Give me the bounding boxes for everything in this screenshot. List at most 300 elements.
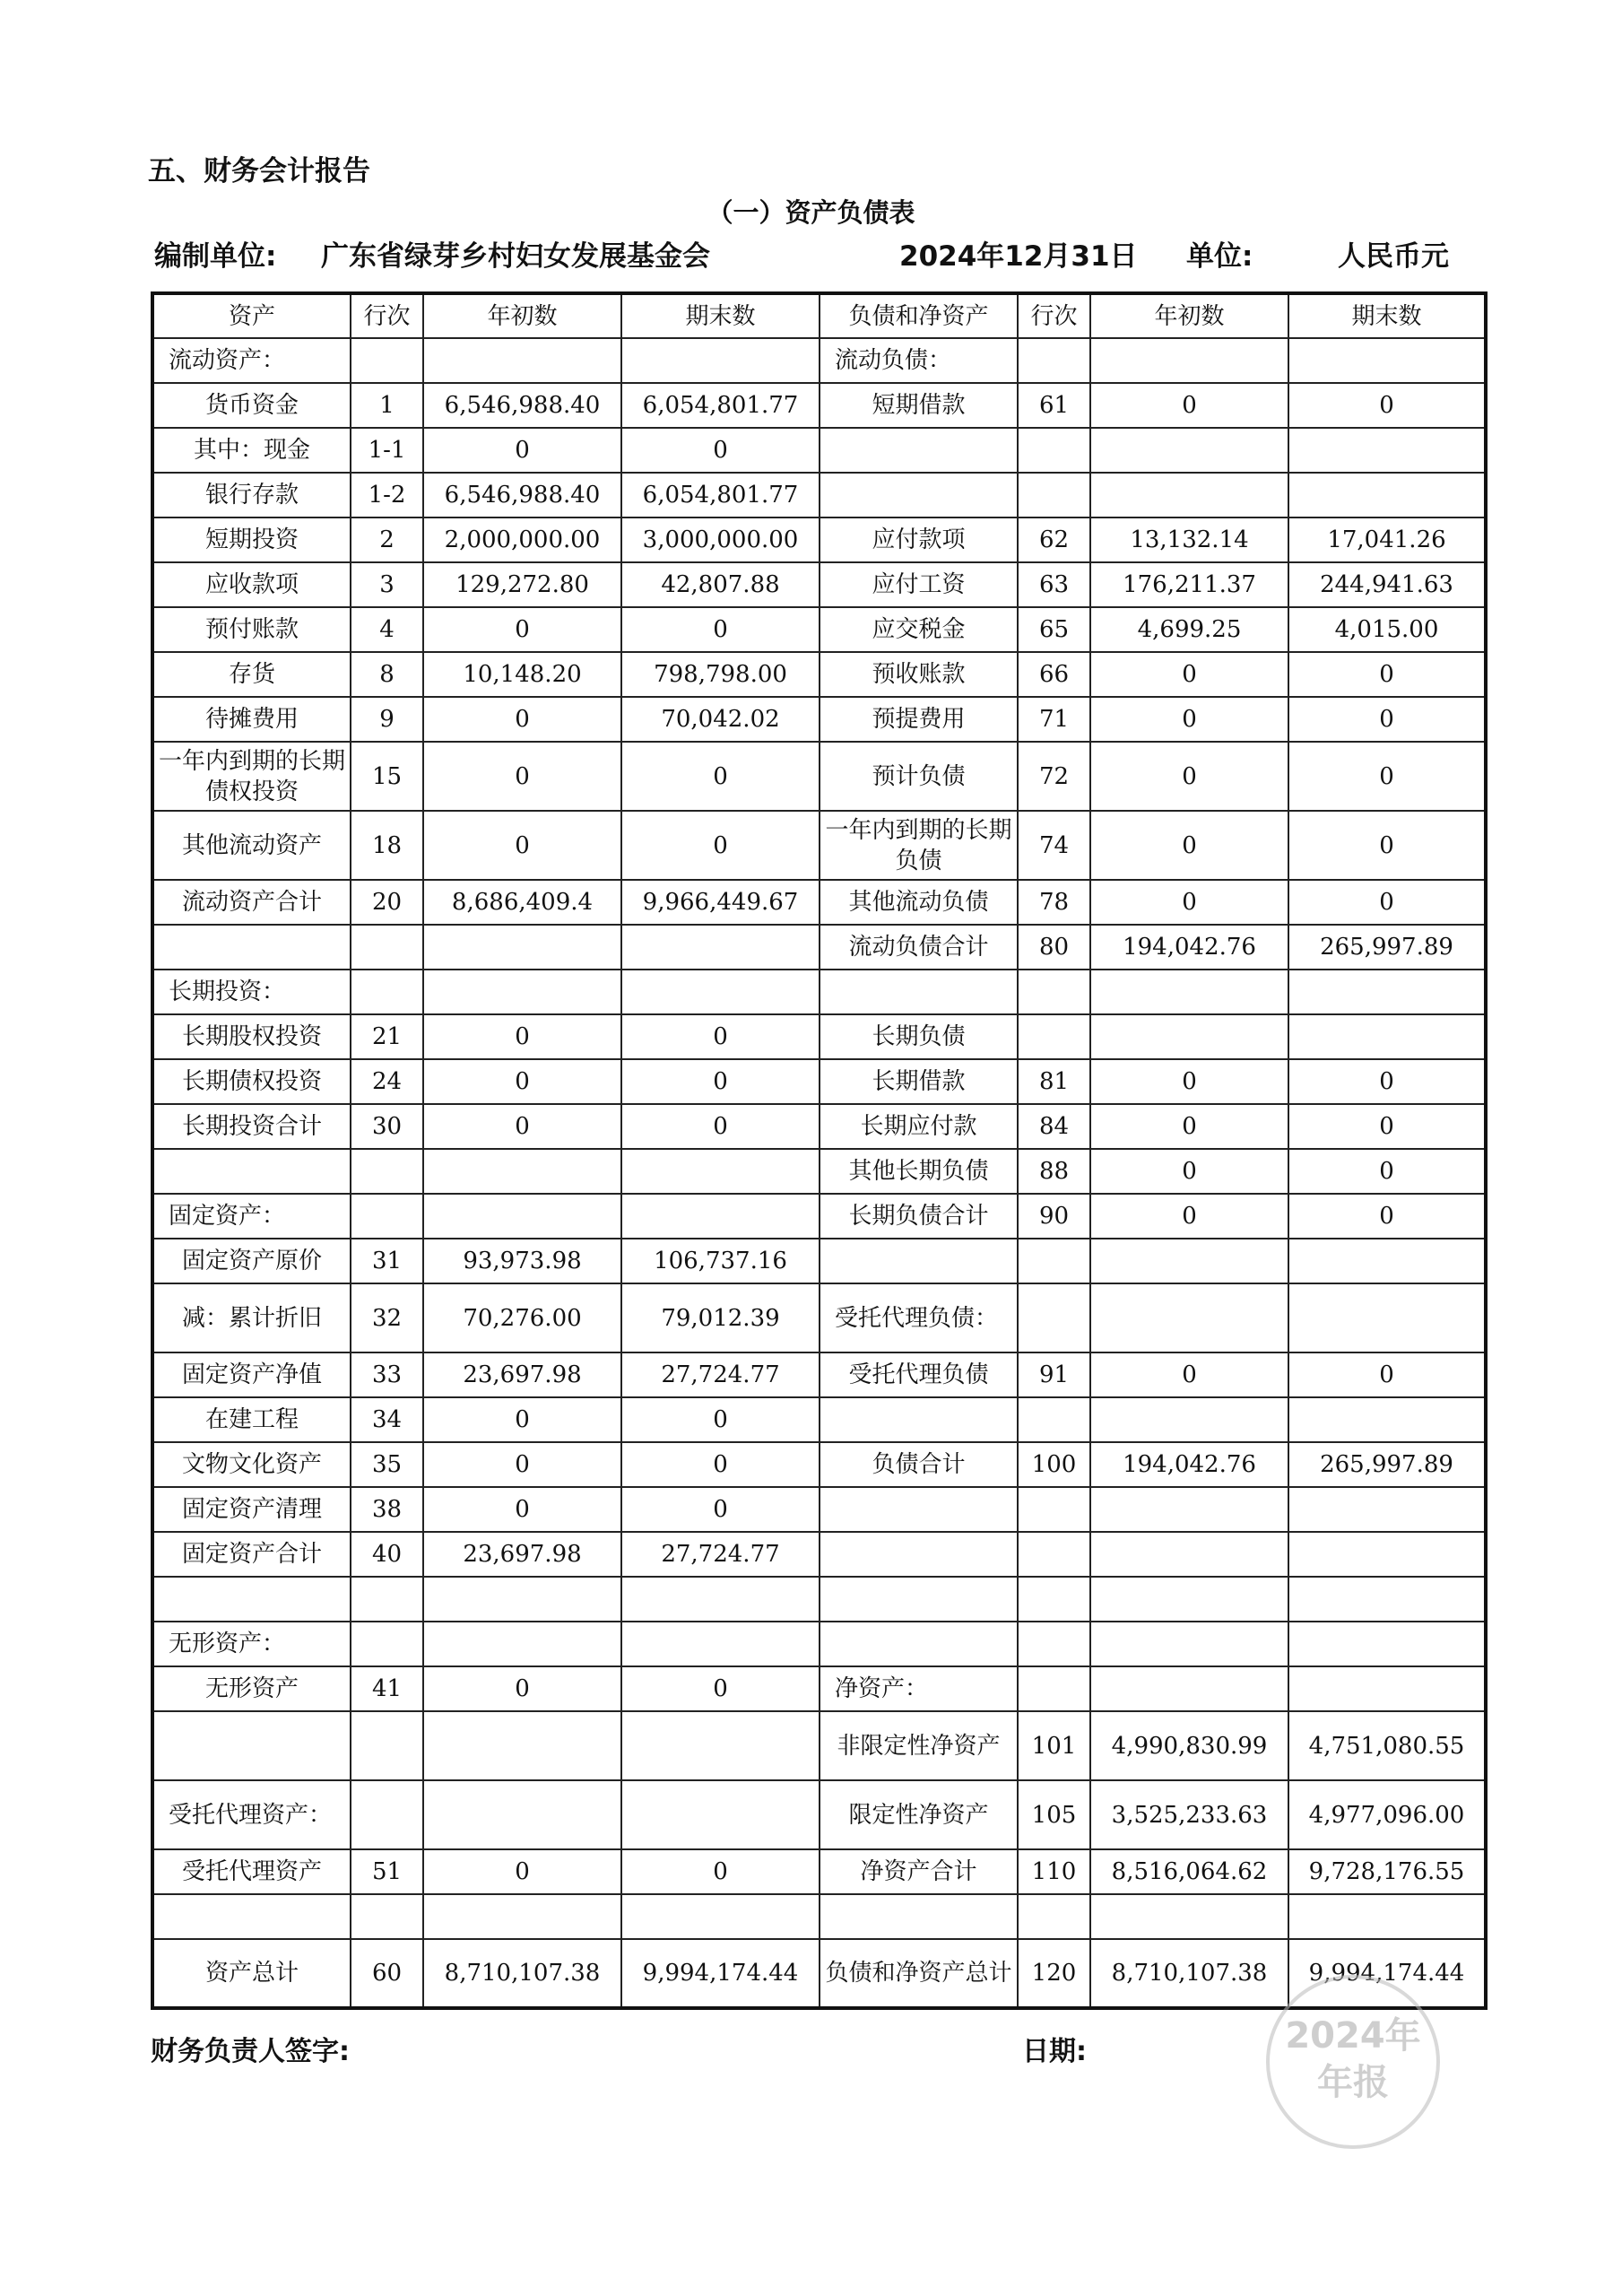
asset-begin-cell: 8,710,107.38 xyxy=(423,1939,621,2008)
asset-line-cell: 33 xyxy=(351,1352,423,1397)
liability-end-cell: 0 xyxy=(1288,1352,1486,1397)
asset-begin-cell: 0 xyxy=(423,742,621,811)
liability-end-cell: 17,041.26 xyxy=(1288,517,1486,562)
org-name: 广东省绿芽乡村妇女发展基金会 xyxy=(321,240,710,273)
liability-name-cell: 净资产合计 xyxy=(820,1849,1018,1894)
asset-end-cell: 0 xyxy=(621,811,820,880)
liability-end-cell: 4,977,096.00 xyxy=(1288,1780,1486,1849)
asset-end-cell: 0 xyxy=(621,1487,820,1532)
asset-name-cell: 减：累计折旧 xyxy=(152,1283,351,1352)
liability-line-cell: 105 xyxy=(1018,1780,1090,1849)
seal-label-text: 年报 xyxy=(1317,2062,1389,2103)
liability-name-cell: 净资产： xyxy=(820,1666,1018,1711)
asset-end-cell: 79,012.39 xyxy=(621,1283,820,1352)
liability-name-cell xyxy=(820,1239,1018,1283)
table-row xyxy=(152,1849,1486,1894)
asset-name-cell xyxy=(152,1894,351,1939)
table-body xyxy=(152,338,1486,2008)
asset-line-cell: 2 xyxy=(351,517,423,562)
liability-begin-cell xyxy=(1090,970,1288,1014)
table-row xyxy=(152,1622,1486,1666)
asset-begin-cell: 0 xyxy=(423,1849,621,1894)
liability-end-cell: 4,015.00 xyxy=(1288,607,1486,652)
asset-name-cell: 流动资产合计 xyxy=(152,880,351,925)
liability-begin-cell: 8,516,064.62 xyxy=(1090,1849,1288,1894)
asset-end-cell: 6,054,801.77 xyxy=(621,473,820,517)
liability-line-cell: 61 xyxy=(1018,383,1090,428)
liability-line-cell xyxy=(1018,970,1090,1014)
asset-line-cell: 40 xyxy=(351,1532,423,1577)
liability-line-cell xyxy=(1018,428,1090,473)
liability-end-cell xyxy=(1288,970,1486,1014)
asset-end-cell xyxy=(621,1149,820,1194)
liability-name-cell xyxy=(820,1487,1018,1532)
table-row xyxy=(152,1442,1486,1487)
asset-begin-cell: 0 xyxy=(423,1487,621,1532)
liability-begin-cell: 4,699.25 xyxy=(1090,607,1288,652)
liability-line-cell: 78 xyxy=(1018,880,1090,925)
asset-end-cell: 9,966,449.67 xyxy=(621,880,820,925)
liability-name-cell: 受托代理负债 xyxy=(820,1352,1018,1397)
liability-line-cell: 63 xyxy=(1018,562,1090,607)
table-row xyxy=(152,1397,1486,1442)
table-row xyxy=(152,1352,1486,1397)
liability-name-cell: 预收账款 xyxy=(820,652,1018,697)
table-row xyxy=(152,428,1486,473)
asset-begin-cell: 0 xyxy=(423,607,621,652)
liability-name-cell: 长期负债合计 xyxy=(820,1194,1018,1239)
asset-line-cell: 9 xyxy=(351,697,423,742)
asset-end-cell: 42,807.88 xyxy=(621,562,820,607)
liability-begin-cell xyxy=(1090,1397,1288,1442)
asset-line-cell: 41 xyxy=(351,1666,423,1711)
asset-end-cell: 106,737.16 xyxy=(621,1239,820,1283)
annual-report-watermark-seal xyxy=(1266,1975,1440,2149)
table-row xyxy=(152,880,1486,925)
asset-begin-cell xyxy=(423,1577,621,1622)
liability-line-cell xyxy=(1018,1894,1090,1939)
asset-end-cell: 0 xyxy=(621,742,820,811)
asset-line-cell: 24 xyxy=(351,1059,423,1104)
table-header-row xyxy=(152,293,1486,338)
liability-line-cell: 91 xyxy=(1018,1352,1090,1397)
liability-begin-cell xyxy=(1090,1283,1288,1352)
table-row xyxy=(152,1059,1486,1104)
table-row xyxy=(152,383,1486,428)
liability-line-cell: 88 xyxy=(1018,1149,1090,1194)
table-row xyxy=(152,811,1486,880)
liability-begin-cell: 0 xyxy=(1090,1059,1288,1104)
asset-end-cell: 0 xyxy=(621,428,820,473)
unit-value: 人民币元 xyxy=(1338,240,1449,273)
liability-begin-cell: 4,990,830.99 xyxy=(1090,1711,1288,1780)
asset-begin-cell: 6,546,988.40 xyxy=(423,383,621,428)
table-row xyxy=(152,607,1486,652)
liability-end-cell: 9,728,176.55 xyxy=(1288,1849,1486,1894)
liability-end-cell xyxy=(1288,1666,1486,1711)
liability-end-cell xyxy=(1288,473,1486,517)
asset-begin-cell xyxy=(423,925,621,970)
liability-begin-cell xyxy=(1090,1577,1288,1622)
asset-name-cell: 货币资金 xyxy=(152,383,351,428)
liability-begin-cell: 8,710,107.38 xyxy=(1090,1939,1288,2008)
asset-line-cell xyxy=(351,970,423,1014)
header-cell: 行次 xyxy=(351,293,423,338)
liability-line-cell: 110 xyxy=(1018,1849,1090,1894)
liability-line-cell: 62 xyxy=(1018,517,1090,562)
asset-end-cell xyxy=(621,1577,820,1622)
liability-name-cell xyxy=(820,1532,1018,1577)
liability-line-cell xyxy=(1018,473,1090,517)
liability-end-cell xyxy=(1288,1487,1486,1532)
asset-name-cell: 长期投资： xyxy=(152,970,351,1014)
table-row xyxy=(152,1711,1486,1780)
liability-begin-cell xyxy=(1090,473,1288,517)
asset-line-cell: 21 xyxy=(351,1014,423,1059)
table-row xyxy=(152,1532,1486,1577)
liability-end-cell xyxy=(1288,1283,1486,1352)
liability-end-cell: 244,941.63 xyxy=(1288,562,1486,607)
liability-name-cell: 流动负债： xyxy=(820,338,1018,383)
table-row xyxy=(152,1939,1486,2008)
table-row xyxy=(152,338,1486,383)
liability-name-cell xyxy=(820,1397,1018,1442)
table-row xyxy=(152,1666,1486,1711)
liability-line-cell: 84 xyxy=(1018,1104,1090,1149)
asset-end-cell: 0 xyxy=(621,1397,820,1442)
liability-name-cell xyxy=(820,1894,1018,1939)
liability-end-cell: 0 xyxy=(1288,697,1486,742)
asset-line-cell xyxy=(351,1194,423,1239)
liability-name-cell xyxy=(820,428,1018,473)
asset-begin-cell xyxy=(423,1894,621,1939)
liability-name-cell: 应付工资 xyxy=(820,562,1018,607)
asset-name-cell: 固定资产原价 xyxy=(152,1239,351,1283)
liability-end-cell: 0 xyxy=(1288,652,1486,697)
asset-line-cell xyxy=(351,338,423,383)
date-label: 日期: xyxy=(1022,2036,1087,2067)
liability-name-cell: 非限定性净资产 xyxy=(820,1711,1018,1780)
asset-begin-cell: 23,697.98 xyxy=(423,1352,621,1397)
liability-line-cell xyxy=(1018,1239,1090,1283)
asset-name-cell: 流动资产： xyxy=(152,338,351,383)
asset-end-cell xyxy=(621,925,820,970)
asset-end-cell: 27,724.77 xyxy=(621,1532,820,1577)
asset-end-cell: 0 xyxy=(621,1104,820,1149)
asset-name-cell xyxy=(152,925,351,970)
asset-line-cell: 20 xyxy=(351,880,423,925)
liability-line-cell: 65 xyxy=(1018,607,1090,652)
liability-line-cell xyxy=(1018,1532,1090,1577)
table-row xyxy=(152,1194,1486,1239)
asset-name-cell: 长期股权投资 xyxy=(152,1014,351,1059)
liability-name-cell xyxy=(820,1577,1018,1622)
liability-name-cell: 应付款项 xyxy=(820,517,1018,562)
liability-begin-cell: 0 xyxy=(1090,383,1288,428)
liability-name-cell: 一年内到期的长期负债 xyxy=(820,811,1018,880)
asset-name-cell: 短期投资 xyxy=(152,517,351,562)
asset-begin-cell: 0 xyxy=(423,697,621,742)
liability-end-cell: 0 xyxy=(1288,880,1486,925)
liability-begin-cell: 0 xyxy=(1090,742,1288,811)
liability-name-cell: 限定性净资产 xyxy=(820,1780,1018,1849)
liability-name-cell: 受托代理负债： xyxy=(820,1283,1018,1352)
liability-begin-cell xyxy=(1090,1487,1288,1532)
asset-name-cell: 银行存款 xyxy=(152,473,351,517)
liability-begin-cell xyxy=(1090,1239,1288,1283)
table-row xyxy=(152,970,1486,1014)
asset-end-cell xyxy=(621,970,820,1014)
asset-name-cell xyxy=(152,1149,351,1194)
asset-name-cell: 应收款项 xyxy=(152,562,351,607)
asset-name-cell: 存货 xyxy=(152,652,351,697)
liability-begin-cell xyxy=(1090,1894,1288,1939)
asset-begin-cell: 0 xyxy=(423,811,621,880)
asset-begin-cell xyxy=(423,1780,621,1849)
asset-line-cell: 18 xyxy=(351,811,423,880)
asset-begin-cell xyxy=(423,1622,621,1666)
liability-end-cell: 0 xyxy=(1288,1104,1486,1149)
asset-begin-cell: 0 xyxy=(423,428,621,473)
liability-end-cell: 0 xyxy=(1288,1149,1486,1194)
liability-name-cell xyxy=(820,970,1018,1014)
asset-begin-cell: 0 xyxy=(423,1666,621,1711)
header-cell: 负债和净资产 xyxy=(820,293,1018,338)
liability-name-cell: 其他流动负债 xyxy=(820,880,1018,925)
liability-begin-cell: 0 xyxy=(1090,880,1288,925)
table-row xyxy=(152,1014,1486,1059)
report-date: 2024年12月31日 xyxy=(899,240,1138,273)
asset-line-cell: 4 xyxy=(351,607,423,652)
liability-end-cell xyxy=(1288,338,1486,383)
liability-name-cell xyxy=(820,1622,1018,1666)
liability-line-cell: 81 xyxy=(1018,1059,1090,1104)
table-row xyxy=(152,1487,1486,1532)
table-row xyxy=(152,1283,1486,1352)
asset-name-cell: 受托代理资产 xyxy=(152,1849,351,1894)
asset-begin-cell: 8,686,409.4 xyxy=(423,880,621,925)
asset-begin-cell: 0 xyxy=(423,1397,621,1442)
asset-line-cell: 34 xyxy=(351,1397,423,1442)
asset-line-cell xyxy=(351,1894,423,1939)
asset-line-cell xyxy=(351,1711,423,1780)
asset-line-cell: 3 xyxy=(351,562,423,607)
table-row xyxy=(152,1104,1486,1149)
liability-end-cell: 4,751,080.55 xyxy=(1288,1711,1486,1780)
liability-name-cell: 其他长期负债 xyxy=(820,1149,1018,1194)
liability-begin-cell xyxy=(1090,1622,1288,1666)
liability-end-cell xyxy=(1288,1532,1486,1577)
liability-begin-cell: 0 xyxy=(1090,697,1288,742)
liability-begin-cell xyxy=(1090,428,1288,473)
header-cell: 行次 xyxy=(1018,293,1090,338)
asset-begin-cell xyxy=(423,1194,621,1239)
asset-name-cell xyxy=(152,1711,351,1780)
asset-line-cell: 32 xyxy=(351,1283,423,1352)
asset-line-cell xyxy=(351,1149,423,1194)
liability-name-cell: 短期借款 xyxy=(820,383,1018,428)
asset-end-cell: 70,042.02 xyxy=(621,697,820,742)
asset-begin-cell: 0 xyxy=(423,1014,621,1059)
signature-label: 财务负责人签字: xyxy=(151,2036,350,2067)
liability-end-cell: 265,997.89 xyxy=(1288,925,1486,970)
asset-begin-cell xyxy=(423,970,621,1014)
asset-line-cell: 60 xyxy=(351,1939,423,2008)
liability-begin-cell: 0 xyxy=(1090,1149,1288,1194)
liability-name-cell: 长期应付款 xyxy=(820,1104,1018,1149)
asset-name-cell: 文物文化资产 xyxy=(152,1442,351,1487)
liability-line-cell xyxy=(1018,1283,1090,1352)
asset-end-cell xyxy=(621,338,820,383)
asset-name-cell: 长期投资合计 xyxy=(152,1104,351,1149)
asset-end-cell xyxy=(621,1194,820,1239)
asset-line-cell xyxy=(351,925,423,970)
liability-begin-cell: 0 xyxy=(1090,1352,1288,1397)
asset-begin-cell: 93,973.98 xyxy=(423,1239,621,1283)
asset-begin-cell: 6,546,988.40 xyxy=(423,473,621,517)
asset-end-cell: 0 xyxy=(621,1849,820,1894)
asset-end-cell: 0 xyxy=(621,1014,820,1059)
asset-end-cell xyxy=(621,1894,820,1939)
table-row xyxy=(152,1894,1486,1939)
header-cell: 期末数 xyxy=(1288,293,1486,338)
table-row xyxy=(152,652,1486,697)
liability-end-cell: 0 xyxy=(1288,1194,1486,1239)
liability-line-cell: 100 xyxy=(1018,1442,1090,1487)
header-cell: 期末数 xyxy=(621,293,820,338)
table-title: （一）资产负债表 xyxy=(707,197,915,228)
asset-name-cell: 在建工程 xyxy=(152,1397,351,1442)
seal-year-text: 2024年 xyxy=(1285,2015,1421,2057)
org-label: 编制单位: xyxy=(154,240,277,273)
liability-begin-cell: 176,211.37 xyxy=(1090,562,1288,607)
asset-line-cell: 15 xyxy=(351,742,423,811)
asset-line-cell: 30 xyxy=(351,1104,423,1149)
asset-begin-cell: 129,272.80 xyxy=(423,562,621,607)
asset-name-cell: 长期债权投资 xyxy=(152,1059,351,1104)
header-cell: 年初数 xyxy=(1090,293,1288,338)
liability-end-cell xyxy=(1288,1014,1486,1059)
asset-line-cell: 8 xyxy=(351,652,423,697)
asset-end-cell xyxy=(621,1780,820,1849)
asset-end-cell: 6,054,801.77 xyxy=(621,383,820,428)
liability-end-cell xyxy=(1288,428,1486,473)
asset-begin-cell: 0 xyxy=(423,1104,621,1149)
liability-end-cell xyxy=(1288,1577,1486,1622)
balance-sheet-table xyxy=(151,291,1488,2010)
asset-name-cell: 固定资产清理 xyxy=(152,1487,351,1532)
liability-line-cell: 66 xyxy=(1018,652,1090,697)
liability-name-cell: 预计负债 xyxy=(820,742,1018,811)
asset-begin-cell: 70,276.00 xyxy=(423,1283,621,1352)
asset-line-cell: 35 xyxy=(351,1442,423,1487)
asset-begin-cell: 10,148.20 xyxy=(423,652,621,697)
liability-line-cell xyxy=(1018,1666,1090,1711)
liability-end-cell: 9,994,174.44 xyxy=(1288,1939,1486,2008)
liability-end-cell xyxy=(1288,1239,1486,1283)
header-cell: 年初数 xyxy=(423,293,621,338)
asset-name-cell: 无形资产： xyxy=(152,1622,351,1666)
asset-begin-cell: 23,697.98 xyxy=(423,1532,621,1577)
asset-name-cell: 预付账款 xyxy=(152,607,351,652)
asset-begin-cell xyxy=(423,1149,621,1194)
liability-end-cell xyxy=(1288,1894,1486,1939)
table-row xyxy=(152,1780,1486,1849)
asset-name-cell xyxy=(152,1577,351,1622)
liability-line-cell: 80 xyxy=(1018,925,1090,970)
liability-name-cell: 流动负债合计 xyxy=(820,925,1018,970)
liability-begin-cell: 13,132.14 xyxy=(1090,517,1288,562)
asset-end-cell: 0 xyxy=(621,607,820,652)
liability-begin-cell: 0 xyxy=(1090,1194,1288,1239)
liability-end-cell: 0 xyxy=(1288,383,1486,428)
asset-end-cell xyxy=(621,1711,820,1780)
asset-line-cell xyxy=(351,1577,423,1622)
asset-name-cell: 固定资产： xyxy=(152,1194,351,1239)
table-row xyxy=(152,697,1486,742)
asset-end-cell: 0 xyxy=(621,1666,820,1711)
asset-begin-cell: 0 xyxy=(423,1442,621,1487)
liability-begin-cell: 0 xyxy=(1090,1104,1288,1149)
asset-end-cell: 9,994,174.44 xyxy=(621,1939,820,2008)
liability-line-cell xyxy=(1018,1397,1090,1442)
liability-begin-cell xyxy=(1090,338,1288,383)
asset-line-cell: 1-2 xyxy=(351,473,423,517)
liability-name-cell: 负债合计 xyxy=(820,1442,1018,1487)
asset-name-cell: 待摊费用 xyxy=(152,697,351,742)
liability-line-cell xyxy=(1018,338,1090,383)
liability-begin-cell: 194,042.76 xyxy=(1090,925,1288,970)
liability-begin-cell xyxy=(1090,1666,1288,1711)
asset-end-cell: 798,798.00 xyxy=(621,652,820,697)
liability-line-cell: 101 xyxy=(1018,1711,1090,1780)
asset-line-cell: 38 xyxy=(351,1487,423,1532)
asset-name-cell: 其中：现金 xyxy=(152,428,351,473)
asset-end-cell xyxy=(621,1622,820,1666)
asset-begin-cell xyxy=(423,1711,621,1780)
asset-end-cell: 27,724.77 xyxy=(621,1352,820,1397)
unit-label: 单位: xyxy=(1186,240,1253,273)
liability-end-cell: 0 xyxy=(1288,811,1486,880)
asset-name-cell: 其他流动资产 xyxy=(152,811,351,880)
asset-name-cell: 固定资产净值 xyxy=(152,1352,351,1397)
liability-line-cell xyxy=(1018,1487,1090,1532)
liability-end-cell: 265,997.89 xyxy=(1288,1442,1486,1487)
table-row xyxy=(152,742,1486,811)
liability-line-cell: 74 xyxy=(1018,811,1090,880)
asset-begin-cell: 0 xyxy=(423,1059,621,1104)
asset-end-cell: 0 xyxy=(621,1442,820,1487)
liability-name-cell xyxy=(820,473,1018,517)
asset-name-cell: 无形资产 xyxy=(152,1666,351,1711)
liability-end-cell xyxy=(1288,1397,1486,1442)
asset-name-cell: 一年内到期的长期债权投资 xyxy=(152,742,351,811)
section-title: 五、财务会计报告 xyxy=(148,155,370,187)
liability-end-cell xyxy=(1288,1622,1486,1666)
table-row xyxy=(152,517,1486,562)
asset-line-cell: 1-1 xyxy=(351,428,423,473)
liability-begin-cell: 0 xyxy=(1090,811,1288,880)
asset-end-cell: 0 xyxy=(621,1059,820,1104)
header-cell: 资产 xyxy=(152,293,351,338)
asset-name-cell: 资产总计 xyxy=(152,1939,351,2008)
liability-begin-cell: 194,042.76 xyxy=(1090,1442,1288,1487)
asset-line-cell: 1 xyxy=(351,383,423,428)
liability-begin-cell xyxy=(1090,1532,1288,1577)
liability-line-cell: 72 xyxy=(1018,742,1090,811)
liability-line-cell xyxy=(1018,1014,1090,1059)
asset-end-cell: 3,000,000.00 xyxy=(621,517,820,562)
